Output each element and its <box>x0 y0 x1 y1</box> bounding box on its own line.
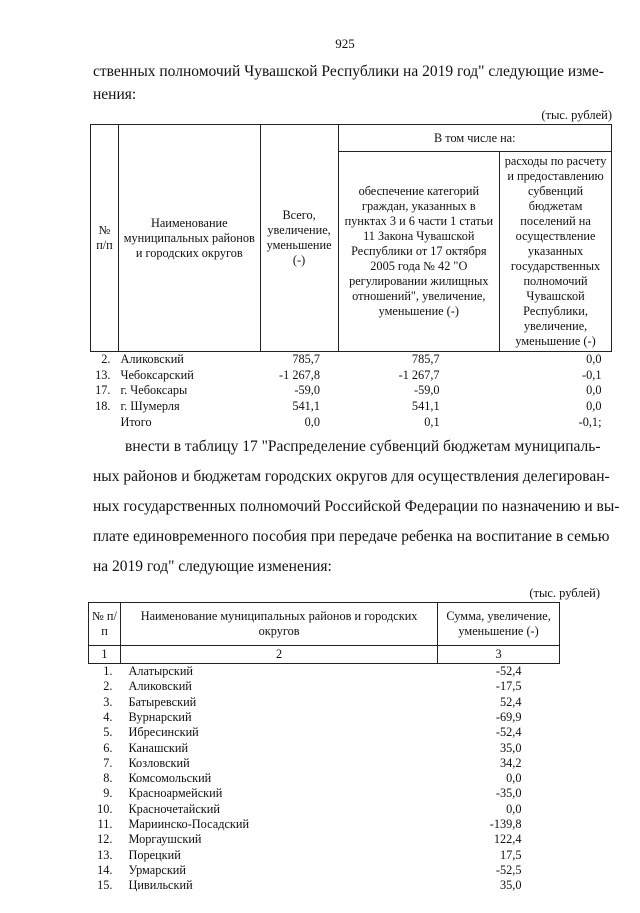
row-name: Канашский <box>128 740 189 755</box>
row-c2: 0,0 <box>586 352 602 367</box>
table2-row <box>89 771 560 786</box>
row-number <box>91 414 119 430</box>
row-value: -17,5 <box>495 679 522 694</box>
page-number: 925 <box>335 36 355 51</box>
row-value: 0,0 <box>506 801 522 816</box>
row-total: -1 267,8 <box>279 367 321 382</box>
row-number: 13. <box>95 367 111 382</box>
row-name: Аликовский <box>120 352 184 367</box>
row-name: Красноармейский <box>128 786 223 801</box>
paragraph-line: ных районов и бюджетам городских округов для осуществления делегирован- <box>93 467 610 485</box>
row-name: Мариинско-Посадский <box>128 817 250 832</box>
table2-row <box>89 802 560 817</box>
intro-line: нения: <box>93 86 137 103</box>
table1-header-total: Всего, увеличение, уменьшение (-) <box>260 125 338 352</box>
row-value: 34,2 <box>499 755 522 770</box>
row-c1: 541,1 <box>411 399 440 414</box>
row-number: 6. <box>103 740 113 755</box>
table2-row <box>89 832 560 847</box>
row-total: 541,1 <box>292 399 321 414</box>
table2-colnum: 1 <box>89 645 121 663</box>
table2-header-name: Наименование муниципальных районов и городских округов <box>120 602 437 645</box>
table1-header-name: Наименование муниципальных районов и городских округов <box>118 125 260 352</box>
row-total: 785,7 <box>292 352 321 367</box>
row-value: -69,9 <box>495 710 522 724</box>
row-value: 122,4 <box>493 832 522 847</box>
table2-row <box>89 848 560 863</box>
paragraph-line: ных государственных полномочий Российской Федерации по назначению и вы- <box>93 497 620 515</box>
row-number: 12. <box>97 832 113 847</box>
row-total: 0,0 <box>304 414 321 429</box>
row-number: 3. <box>103 694 113 709</box>
intro-line: ственных полномочий Чувашской Республики на 2019 год" следующие изме- <box>93 63 604 80</box>
table1-row <box>91 399 612 415</box>
row-c1: -59,0 <box>413 383 440 398</box>
row-number: 7. <box>103 755 113 770</box>
table2-row <box>89 756 560 771</box>
table2-row <box>89 725 560 740</box>
row-number: 2. <box>103 679 113 694</box>
paragraph <box>93 432 620 582</box>
row-name: Моргаушский <box>128 832 202 847</box>
row-number: 4. <box>103 710 113 724</box>
row-value: 52,4 <box>499 694 522 709</box>
row-name: Алатырский <box>128 664 194 679</box>
table1-header-sub2: расходы по расчету и предоставлению субвенций бюджетам поселений на осуществление указанных государственных полномочий Чувашской Республики, увеличение, уменьшение (-) <box>500 152 612 352</box>
row-number: 10. <box>97 801 113 816</box>
row-name: Урмарский <box>128 862 186 877</box>
row-value: 35,0 <box>499 740 522 755</box>
row-number: 15. <box>97 878 113 893</box>
table1-row <box>91 383 612 399</box>
row-number: 9. <box>103 786 113 801</box>
row-number: 13. <box>97 847 113 862</box>
table1-row <box>91 414 612 430</box>
table2-header-sum: Сумма, увеличение, уменьшение (-) <box>438 602 560 645</box>
row-total: -59,0 <box>294 383 321 398</box>
table1-unit: (тыс. рублей) <box>541 108 612 122</box>
table2-row <box>89 679 560 694</box>
row-value: 0,0 <box>506 771 522 786</box>
row-value: 35,0 <box>499 878 522 893</box>
row-value: -52,4 <box>495 664 522 679</box>
row-c2: -0,1 <box>582 367 602 382</box>
row-number: 8. <box>103 771 113 786</box>
row-name: Вурнарский <box>128 710 192 724</box>
table2-colnum: 3 <box>438 645 560 663</box>
row-value: -52,5 <box>495 862 522 877</box>
row-number: 11. <box>97 817 113 832</box>
paragraph-line: плате единовременного пособия при передаче ребенка на воспитание в семью <box>93 527 610 545</box>
row-number: 14. <box>97 862 113 877</box>
table1 <box>90 124 612 430</box>
table2-row <box>89 695 560 710</box>
row-name: Ибресинский <box>128 725 199 740</box>
table2-row <box>89 740 560 755</box>
table2 <box>88 602 560 893</box>
paragraph-line: на 2019 год" следующие изменения: <box>93 557 332 575</box>
table1-row <box>91 352 612 368</box>
row-c1: 0,1 <box>424 414 440 429</box>
row-name: Порецкий <box>128 847 181 862</box>
table2-unit: (тыс. рублей) <box>529 585 600 600</box>
table2-row <box>89 663 560 679</box>
table2-colnum: 2 <box>120 645 437 663</box>
row-c2: 0,0 <box>586 383 602 398</box>
row-name: Аликовский <box>128 679 192 694</box>
row-name: Итого <box>120 414 152 429</box>
row-name: Красночетайский <box>128 801 220 816</box>
row-name: г. Шумерля <box>120 399 180 414</box>
table1-header-sub1: обеспечение категорий граждан, указанных в пунктах 3 и 6 части 1 статьи 11 Закона Чувашской Республики от 17 октября 2005 года № 42 "О регулировании жилищных отношений", увеличение, уменьшение (-) <box>338 152 500 352</box>
row-name: Комсомольский <box>128 771 212 786</box>
row-number: 5. <box>103 725 113 740</box>
table2-row <box>89 710 560 725</box>
table2-row <box>89 863 560 878</box>
row-value: -139,8 <box>489 817 522 832</box>
intro-text <box>93 60 612 106</box>
row-name: Батыревский <box>128 694 197 709</box>
row-value: -35,0 <box>495 786 522 801</box>
table2-header-num: № п/п <box>89 602 121 645</box>
row-value: 17,5 <box>499 847 522 862</box>
row-number: 2. <box>101 352 111 367</box>
row-number: 18. <box>95 399 111 414</box>
row-c1: 785,7 <box>411 352 440 367</box>
row-c1: -1 267,7 <box>398 367 440 382</box>
row-value: -52,4 <box>495 725 522 740</box>
row-number: 1. <box>103 664 113 679</box>
row-name: г. Чебоксары <box>120 383 188 398</box>
paragraph-line: внести в таблицу 17 "Распределение субвенций бюджетам муниципаль- <box>125 437 601 455</box>
row-number: 17. <box>95 383 111 398</box>
row-name: Цивильский <box>128 878 193 893</box>
table2-row <box>89 817 560 832</box>
table1-row <box>91 368 612 384</box>
table1-header-num: № п/п <box>91 125 119 352</box>
row-name: Чебоксарский <box>120 367 194 382</box>
row-c2: -0,1; <box>578 414 602 429</box>
row-name: Козловский <box>128 755 190 770</box>
table2-row <box>89 786 560 801</box>
table1-header-including: В том числе на: <box>338 125 611 152</box>
row-c2: 0,0 <box>586 399 602 414</box>
table2-row <box>89 878 560 893</box>
